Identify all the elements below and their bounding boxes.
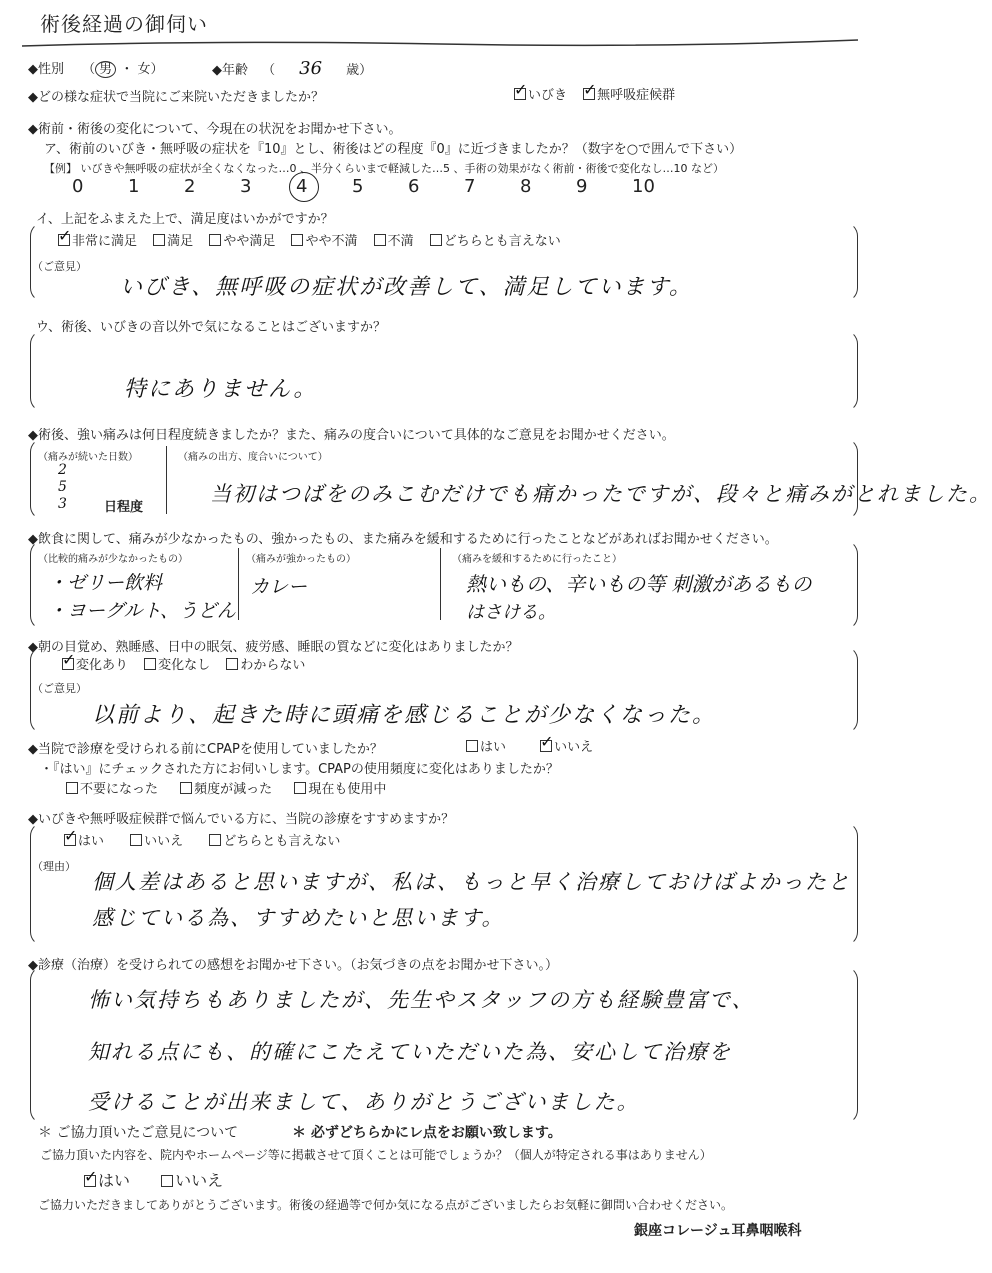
checkbox-checked-icon bbox=[58, 234, 70, 246]
q8-sub-option-reduced[interactable]: 頻度が減った bbox=[180, 782, 272, 797]
q10-line3[interactable]: 受けることが出来まして、ありがとうございました。 bbox=[88, 1090, 640, 1114]
q2-example: 【例】 いびきや無呼吸の症状が全くなくなった…0 、半分くらいまで軽減した…5 、手術の効果がなく術前・術後で変化なし…10 など） bbox=[44, 162, 724, 175]
q6-strong[interactable]: カレー bbox=[250, 576, 308, 598]
q9-option-yes[interactable]: ✓はい bbox=[64, 834, 104, 849]
q8-text: ◆当院で診療を受けられる前にCPAPを使用していましたか？ bbox=[28, 742, 383, 757]
q6-less-line1[interactable]: ・ゼリー飲料 bbox=[48, 572, 163, 594]
footer-note-a: ＊ ご協力頂いたご意見について bbox=[38, 1125, 239, 1141]
footer-option-no[interactable]: いいえ bbox=[161, 1171, 223, 1190]
q8-option-no[interactable]: ✓ いいえ bbox=[540, 740, 593, 755]
q3-opinion[interactable]: いびき、無呼吸の症状が改善して、満足しています。 bbox=[120, 275, 693, 300]
q5-days-label: （痛みが続いた日数） bbox=[38, 452, 138, 463]
q7-option-unchanged[interactable]: 変化なし bbox=[144, 658, 210, 673]
checkbox-icon bbox=[130, 834, 142, 846]
q9-text: ◆いびきや無呼吸症候群で悩んでいる方に、当院の診療をすすめますか？ bbox=[28, 812, 455, 827]
q5-days-value[interactable]: 2 5 3 bbox=[58, 462, 67, 512]
gender-row: ◆性別 （ 男 ・ 女） bbox=[28, 62, 164, 77]
q9-option-neutral[interactable]: どちらとも言えない bbox=[209, 834, 340, 849]
age-unit: 歳 bbox=[346, 63, 360, 78]
q2-sub-a: ア、術前のいびき・無呼吸の症状を『10』とし、術後はどの程度『0』に近づきましたか？（数字を○で囲んで下さい） bbox=[44, 142, 743, 157]
q3-option-somewhat-dissatisfied[interactable]: やや不満 bbox=[291, 234, 357, 249]
q10-text: ◆診療（治療）を受けられての感想をお聞かせ下さい。（お気づきの点をお聞かせ下さい。） bbox=[28, 958, 558, 973]
gender-label: ◆性別 bbox=[28, 62, 64, 77]
q7-option-changed[interactable]: ✓変化あり bbox=[62, 658, 128, 673]
q8-sub: ・『はい』にチェックされた方にお伺いします。CPAPの使用頻度に変化はありましたか？ bbox=[40, 762, 559, 777]
footer-option-yes[interactable]: ✓はい bbox=[84, 1171, 130, 1190]
page-title: 術後経過の御伺い bbox=[40, 12, 208, 36]
q8-sub-option-unneeded[interactable]: 不要になった bbox=[66, 782, 158, 797]
q3-text: イ、上記をふまえた上で、満足度はいかがですか？ bbox=[36, 212, 334, 227]
scale-selection-circle bbox=[289, 172, 319, 202]
checkbox-checked-icon bbox=[540, 740, 552, 752]
checkbox-icon bbox=[209, 834, 221, 846]
scale-6[interactable]: 6 bbox=[408, 176, 420, 197]
q3-option-satisfied[interactable]: 満足 bbox=[153, 234, 193, 249]
scale-5[interactable]: 5 bbox=[352, 176, 364, 197]
checkbox-icon bbox=[374, 234, 386, 246]
q5-degree[interactable]: 当初はつばをのみこむだけでも痛かったですが、段々と痛みがとれました。 bbox=[210, 482, 992, 506]
scale-8[interactable]: 8 bbox=[520, 176, 532, 197]
q8-option-yes[interactable]: はい bbox=[466, 740, 506, 755]
footer-thanks: ご協力いただきましてありがとうございます。術後の経過等で何か気になる点がございましたらお気軽に御問い合わせください。 bbox=[38, 1198, 734, 1212]
checkbox-icon bbox=[153, 234, 165, 246]
gender-male-circled[interactable]: 男 bbox=[95, 61, 116, 78]
q3-option-neutral[interactable]: どちらとも言えない bbox=[430, 234, 561, 249]
checkbox-checked-icon bbox=[64, 834, 76, 846]
q9-options bbox=[64, 830, 352, 849]
footer-question: ご協力頂いた内容を、院内やホームページ等に掲載させて頂くことは可能でしょうか？（個人が特定される事はありません） bbox=[40, 1148, 712, 1162]
q7-option-unknown[interactable]: わからない bbox=[226, 658, 305, 673]
q6-text: ◆飲食に関して、痛みが少なかったもの、強かったもの、また痛みを緩和するために行ったことなどがあればお聞かせください。 bbox=[28, 532, 778, 547]
q10-line2[interactable]: 知れる点にも、的確にこたえていただいた為、安心して治療を bbox=[88, 1040, 732, 1064]
scale-10[interactable]: 10 bbox=[632, 176, 655, 197]
checkbox-icon bbox=[180, 782, 192, 794]
q6-divider-2 bbox=[440, 548, 441, 620]
q7-text: ◆朝の目覚め、熟睡感、日中の眠気、疲労感、睡眠の質などに変化はありましたか？ bbox=[28, 640, 519, 655]
scale-9[interactable]: 9 bbox=[576, 176, 588, 197]
q8-sub-options bbox=[66, 778, 398, 797]
q2-text: ◆術前・術後の変化について、今現在の状況をお聞かせ下さい。 bbox=[28, 122, 402, 137]
checkbox-icon bbox=[161, 1175, 173, 1187]
age-row: ◆年齢 （ 36 歳） bbox=[212, 58, 373, 79]
checkbox-icon bbox=[466, 740, 478, 752]
q9-option-no[interactable]: いいえ bbox=[130, 834, 183, 849]
checkbox-icon bbox=[226, 658, 238, 670]
scale-1[interactable]: 1 bbox=[128, 176, 140, 197]
q3-options bbox=[58, 230, 573, 249]
q9-reason-line2[interactable]: 感じている為、すすめたいと思います。 bbox=[92, 906, 505, 930]
gender-female[interactable]: 女 bbox=[137, 62, 151, 77]
scale-2[interactable]: 2 bbox=[184, 176, 196, 197]
q1-options bbox=[514, 84, 687, 103]
scale-4-circled[interactable]: 4 bbox=[296, 176, 308, 197]
q3-option-very-satisfied[interactable]: ✓非常に満足 bbox=[58, 234, 137, 249]
age-label: ◆年齢 bbox=[212, 63, 248, 78]
q5-text: ◆術後、強い痛みは何日程度続きましたか？また、痛みの度合いについて具体的なご意見をお聞かせください。 bbox=[28, 428, 675, 443]
q2-scale bbox=[72, 176, 672, 197]
footer-options bbox=[84, 1168, 235, 1191]
checkbox-icon bbox=[209, 234, 221, 246]
checkbox-checked-icon bbox=[514, 88, 526, 100]
q3-opinion-label: （ご意見） bbox=[32, 260, 87, 273]
q7-options bbox=[62, 654, 317, 673]
q6-strong-label: （痛みが強かったもの） bbox=[246, 554, 356, 565]
gender-separator: ・ bbox=[120, 62, 134, 77]
q1-text: ◆どの様な症状で当院にご来院いただきましたか？ bbox=[28, 90, 324, 105]
q9-reason-line1[interactable]: 個人差はあると思いますが、私は、もっと早く治療しておけばよかったと bbox=[92, 870, 851, 894]
q6-relief-line1[interactable]: 熱いもの、辛いもの等 刺激があるもの bbox=[466, 572, 812, 596]
q3-option-somewhat-satisfied[interactable]: やや満足 bbox=[209, 234, 275, 249]
q8-sub-option-still-using[interactable]: 現在も使用中 bbox=[294, 782, 386, 797]
checkbox-icon bbox=[294, 782, 306, 794]
q3-option-dissatisfied[interactable]: 不満 bbox=[374, 234, 414, 249]
q5-days-unit: 日程度 bbox=[104, 500, 144, 515]
checkbox-checked-icon bbox=[583, 88, 595, 100]
checkbox-checked-icon bbox=[84, 1175, 96, 1187]
q5-degree-label: （痛みの出方、度合いについて） bbox=[178, 452, 328, 463]
q9-reason-label: （理由） bbox=[32, 860, 76, 873]
q1-option-snoring[interactable]: ✓ いびき bbox=[514, 88, 567, 103]
q6-less-label: （比較的痛みが少なかったもの） bbox=[38, 554, 188, 565]
q7-opinion[interactable]: 以前より、起きた時に頭痛を感じることが少なくなった。 bbox=[92, 703, 717, 728]
checkbox-icon bbox=[430, 234, 442, 246]
footer-note-b: ＊ 必ずどちらかにレ点をお願い致します。 bbox=[292, 1125, 562, 1141]
q4-answer[interactable]: 特にありません。 bbox=[124, 377, 318, 402]
scale-0[interactable]: 0 bbox=[72, 176, 84, 197]
q4-text: ウ、術後、いびきの音以外で気になることはございますか？ bbox=[36, 320, 386, 335]
q7-opinion-label: （ご意見） bbox=[32, 682, 87, 695]
q6-relief-line2[interactable]: はさける。 bbox=[466, 602, 556, 623]
title-underline bbox=[20, 36, 860, 56]
q6-divider-1 bbox=[238, 548, 239, 620]
checkbox-checked-icon bbox=[62, 658, 74, 670]
checkbox-icon bbox=[291, 234, 303, 246]
checkbox-icon bbox=[66, 782, 78, 794]
q6-relief-label: （痛みを緩和するために行ったこと） bbox=[452, 554, 622, 565]
q8-options bbox=[466, 736, 605, 755]
clinic-name: 銀座コレージュ耳鼻咽喉科 bbox=[634, 1223, 802, 1239]
q1-option-apnea[interactable]: ✓ 無呼吸症候群 bbox=[583, 88, 675, 103]
scale-3[interactable]: 3 bbox=[240, 176, 252, 197]
checkbox-icon bbox=[144, 658, 156, 670]
scale-7[interactable]: 7 bbox=[464, 176, 476, 197]
q10-line1[interactable]: 怖い気持ちもありましたが、先生やスタッフの方も経験豊富で、 bbox=[88, 988, 755, 1012]
q5-divider bbox=[166, 446, 167, 514]
age-value[interactable]: 36 bbox=[299, 58, 323, 79]
q6-less-line2[interactable]: ・ヨーグルト、うどん bbox=[48, 600, 236, 622]
